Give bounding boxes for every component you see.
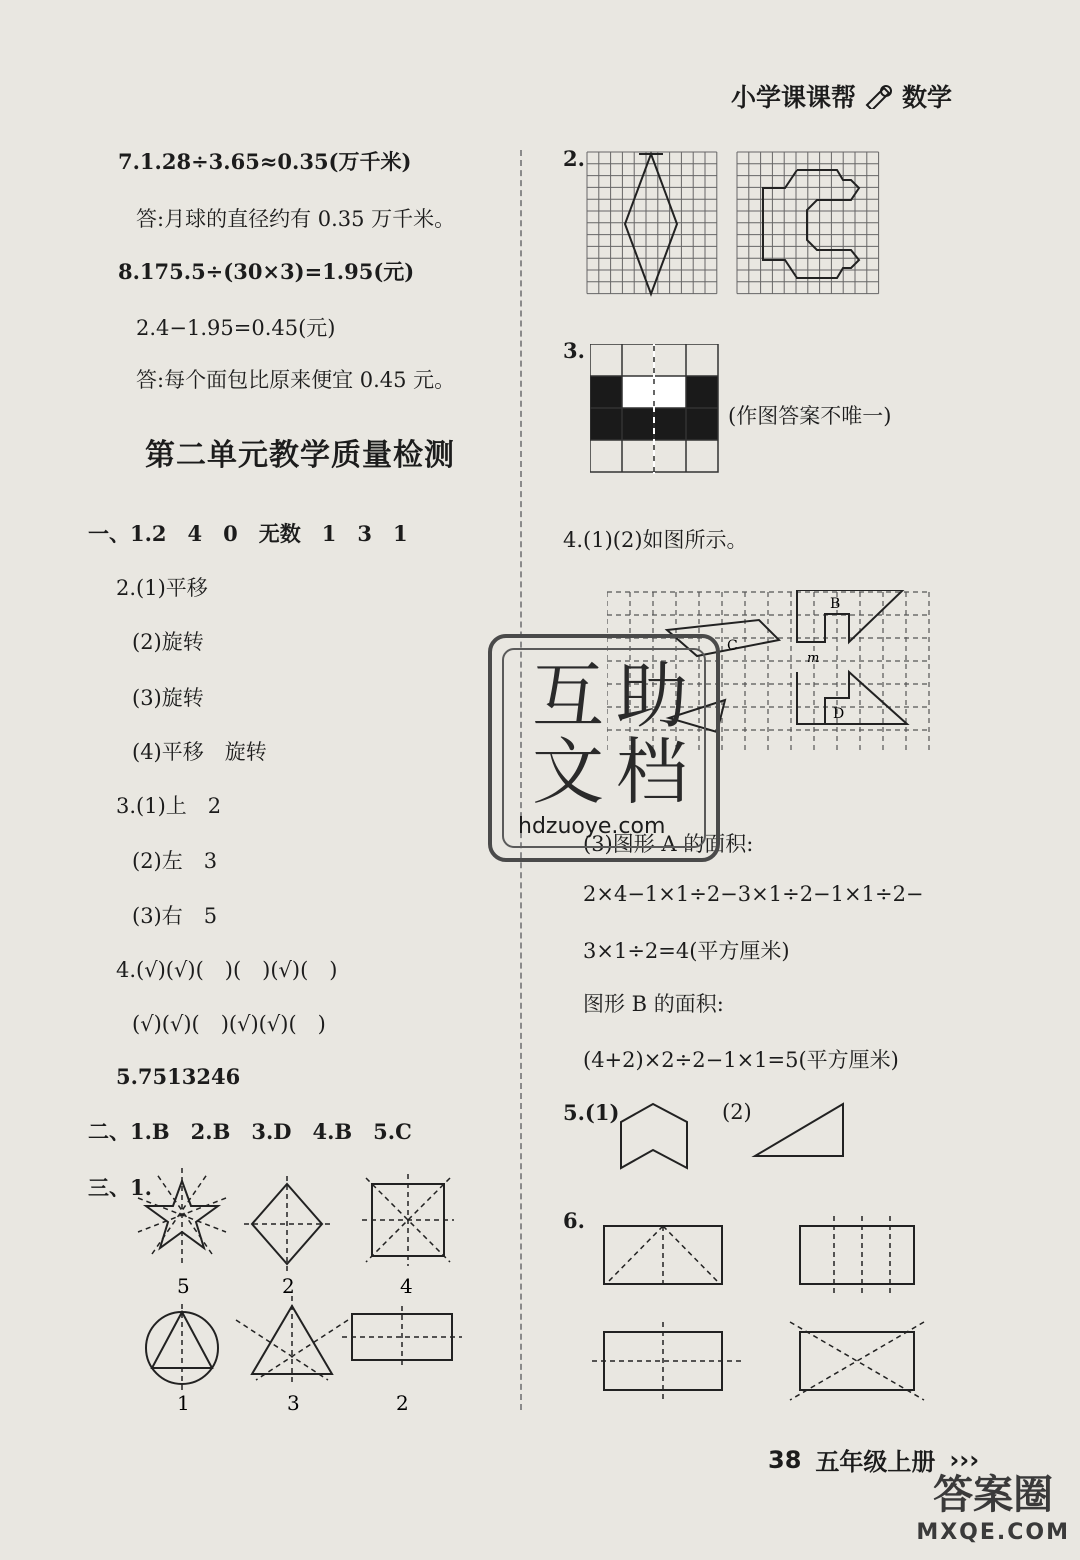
triangle-shape	[236, 1296, 348, 1382]
stamp-char-4: 档	[616, 730, 689, 814]
site-watermark	[916, 1472, 1070, 1552]
section1-q2-1: 2.(1)平移	[116, 576, 208, 600]
section2-answers: 二、1.B 2.B 3.D 4.B 5.C	[88, 1119, 412, 1144]
square-shape	[362, 1174, 454, 1266]
brand-name: 小学课课帮	[730, 83, 856, 112]
question-3-note: (作图答案不唯一)	[728, 404, 892, 428]
problem-8-step2: 2.4−1.95=0.45(元)	[136, 316, 336, 340]
section1-q2-4: (4)平移 旋转	[132, 740, 267, 764]
question-5-label: 5.(1)	[563, 1100, 620, 1125]
rect-diagonal-fold	[604, 1226, 722, 1284]
fish-figure	[763, 170, 859, 278]
stamp-char-2: 助	[616, 654, 689, 738]
subject-name: 数学	[901, 83, 952, 112]
axis-count-circle: 1	[177, 1391, 190, 1415]
stamp-char-3: 文	[532, 730, 605, 814]
question-6-label: 6.	[563, 1208, 585, 1233]
area-b-label: 图形 B 的面积:	[583, 992, 724, 1016]
problem-7-answer: 答:月球的直径约有 0.35 万千米。	[136, 207, 456, 231]
rect-x-fold	[790, 1322, 924, 1400]
section1-q1: 一、1.2 4 0 无数 1 3 1	[88, 521, 408, 546]
label-m: m	[807, 651, 820, 666]
section1-q2-3: (3)旋转	[132, 686, 204, 710]
label-d: D	[833, 706, 845, 722]
star-shape	[138, 1168, 226, 1264]
section1-q4-row1: 4.(√)(√)( )( )(√)( )	[116, 958, 338, 982]
question-5-figures	[615, 1100, 865, 1172]
section1-q2-2: (2)旋转	[132, 630, 204, 654]
rhombus-shape	[244, 1176, 330, 1272]
area-a-calc-2: 3×1÷2=4(平方厘米)	[583, 939, 790, 963]
site-watermark-main: 答案圈	[933, 1472, 1054, 1518]
arrows-icon: ›››	[949, 1445, 980, 1474]
question-5-label-2: (2)	[722, 1100, 752, 1124]
figure-b	[797, 590, 903, 642]
question-4-3-label: (3)图形 A 的面积:	[583, 832, 754, 856]
question-3-label: 3.	[563, 338, 585, 363]
question-4-label: 4.(1)(2)如图所示。	[563, 528, 748, 552]
figure-d	[797, 672, 907, 724]
stamp-char-1: 互	[532, 654, 605, 738]
problem-8: 8.175.5÷(30×3)=1.95(元)	[118, 259, 415, 284]
chevron-figure	[621, 1104, 687, 1168]
axis-count-star: 5	[177, 1274, 190, 1298]
circle-triangle-shape	[146, 1304, 218, 1390]
axis-count-rhombus: 2	[282, 1274, 295, 1298]
axis-count-square: 4	[400, 1274, 413, 1298]
right-triangle-figure	[755, 1104, 843, 1156]
pencil-icon	[864, 83, 894, 109]
axis-count-triangle: 3	[287, 1391, 300, 1415]
grid-figure-q3	[590, 344, 720, 474]
area-b-calc: (4+2)×2÷2−1×1=5(平方厘米)	[583, 1048, 899, 1072]
watermark-stamp	[488, 634, 720, 862]
grid-figures-q2	[585, 150, 885, 300]
axis-count-rectangle: 2	[396, 1391, 409, 1415]
label-b: B	[830, 596, 841, 612]
section1-q3-1: 3.(1)上 2	[116, 794, 222, 818]
section1-q3-2: (2)左 3	[132, 849, 218, 873]
section3-label: 三、1.	[88, 1175, 152, 1200]
site-watermark-sub: MXQE.COM	[916, 1520, 1070, 1545]
grade-label: 五年级上册	[815, 1448, 936, 1476]
page-header	[731, 78, 952, 114]
problem-7: 7.1.28÷3.65≈0.35(万千米)	[118, 149, 412, 174]
rectangle-shape	[342, 1306, 462, 1368]
symmetry-shapes	[130, 1168, 470, 1418]
section1-q5: 5.7513246	[116, 1064, 241, 1089]
label-c: C	[727, 638, 738, 654]
problem-8-answer: 答:每个面包比原来便宜 0.45 元。	[136, 368, 456, 392]
unit-title: 第二单元教学质量检测	[145, 438, 455, 473]
page-number: 38	[768, 1445, 802, 1474]
section1-q4-row2: (√)(√)( )(√)(√)( )	[132, 1012, 326, 1036]
grid-left	[587, 152, 717, 294]
section1-q3-3: (3)右 5	[132, 904, 218, 928]
question-6-figures	[590, 1214, 930, 1404]
area-a-calc-1: 2×4−1×1÷2−3×1÷2−1×1÷2−	[583, 882, 924, 906]
rect-vertical-folds	[800, 1216, 914, 1294]
rect-cross-fold	[592, 1322, 744, 1400]
question-2-label: 2.	[563, 146, 585, 171]
stamp-url: hdzuoye.com	[518, 814, 666, 839]
